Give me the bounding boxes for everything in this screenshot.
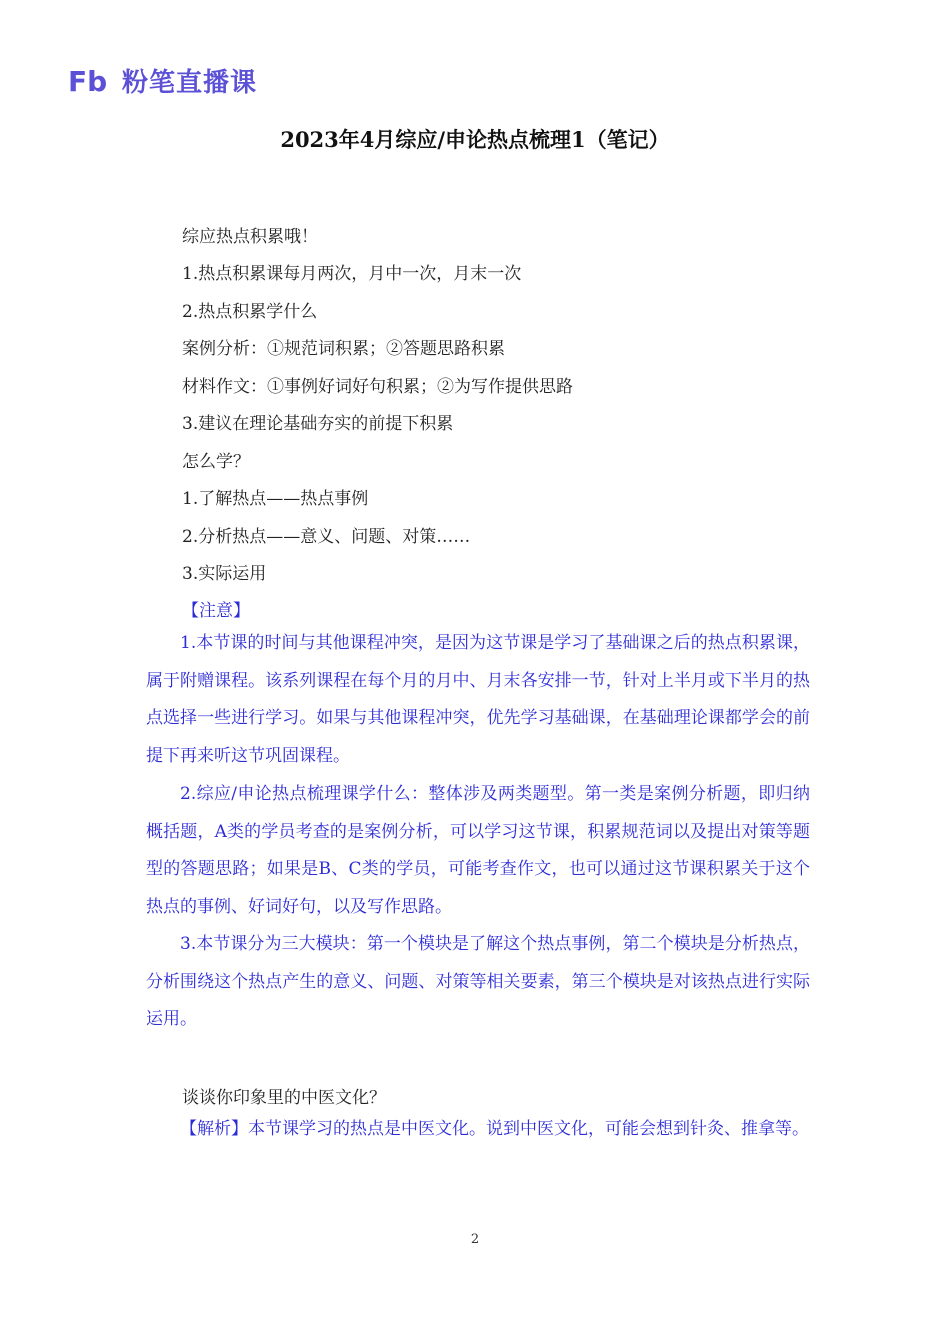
note-paragraph: 3.本节课分为三大模块：第一个模块是了解这个热点事例，第二个模块是分析热点，分析围绕这个热点产生的意义、问题、对策等相关要素，第三个模块是对该热点进行实际运用。 bbox=[146, 934, 810, 1029]
intro-line: 1.热点积累课每月两次，月中一次，月末一次 bbox=[182, 264, 522, 284]
brand-logo bbox=[66, 62, 257, 99]
intro-line: 1.了解热点——热点事例 bbox=[182, 489, 369, 509]
intro-line: 3.实际运用 bbox=[182, 564, 267, 584]
page-number: 2 bbox=[470, 1232, 480, 1247]
intro-line: 材料作文：①事例好词好句积累；②为写作提供思路 bbox=[182, 377, 573, 397]
note-label: 【注意】 bbox=[182, 601, 250, 621]
brand-text: 粉笔直播课 bbox=[122, 68, 258, 98]
analysis-paragraph bbox=[146, 1111, 810, 1149]
analysis-label: 【解析】 bbox=[180, 1119, 248, 1139]
fb-logo-icon bbox=[66, 64, 116, 98]
question: 谈谈你印象里的中医文化？ bbox=[182, 1088, 386, 1108]
intro-line: 3.建议在理论基础夯实的前提下积累 bbox=[182, 414, 454, 434]
intro-line: 综应热点积累哦！ bbox=[182, 227, 318, 247]
intro-line: 案例分析：①规范词积累；②答题思路积累 bbox=[182, 339, 505, 359]
analysis-text: 本节课学习的热点是中医文化。说到中医文化，可能会想到针灸、推拿等。 bbox=[248, 1119, 809, 1139]
note-paragraph: 2.综应/申论热点梳理课学什么：整体涉及两类题型。第一类是案例分析题，即归纳概括题，A类的学员考查的是案例分析，可以学习这节课，积累规范词以及提出对策等题型的答题思路；如果是B、C类的学员，可能考查作文，也可以通过这节课积累关于这个热点的事例、好词好句，以及写作思路。 bbox=[146, 784, 810, 917]
page-title: 2023年4月综应/申论热点梳理1（笔记） bbox=[280, 127, 670, 152]
intro-line: 2.热点积累学什么 bbox=[182, 302, 318, 322]
svg-text:Fb: Fb bbox=[68, 64, 108, 98]
note-paragraph: 1.本节课的时间与其他课程冲突，是因为这节课是学习了基础课之后的热点积累课，属于附赠课程。该系列课程在每个月的月中、月末各安排一节，针对上半月或下半月的热点选择一些进行学习。如果与其他课程冲突，优先学习基础课，在基础理论课都学会的前提下再来听这节巩固课程。 bbox=[146, 633, 810, 766]
intro-line: 怎么学？ bbox=[182, 452, 250, 472]
intro-line: 2.分析热点——意义、问题、对策…… bbox=[182, 527, 471, 547]
